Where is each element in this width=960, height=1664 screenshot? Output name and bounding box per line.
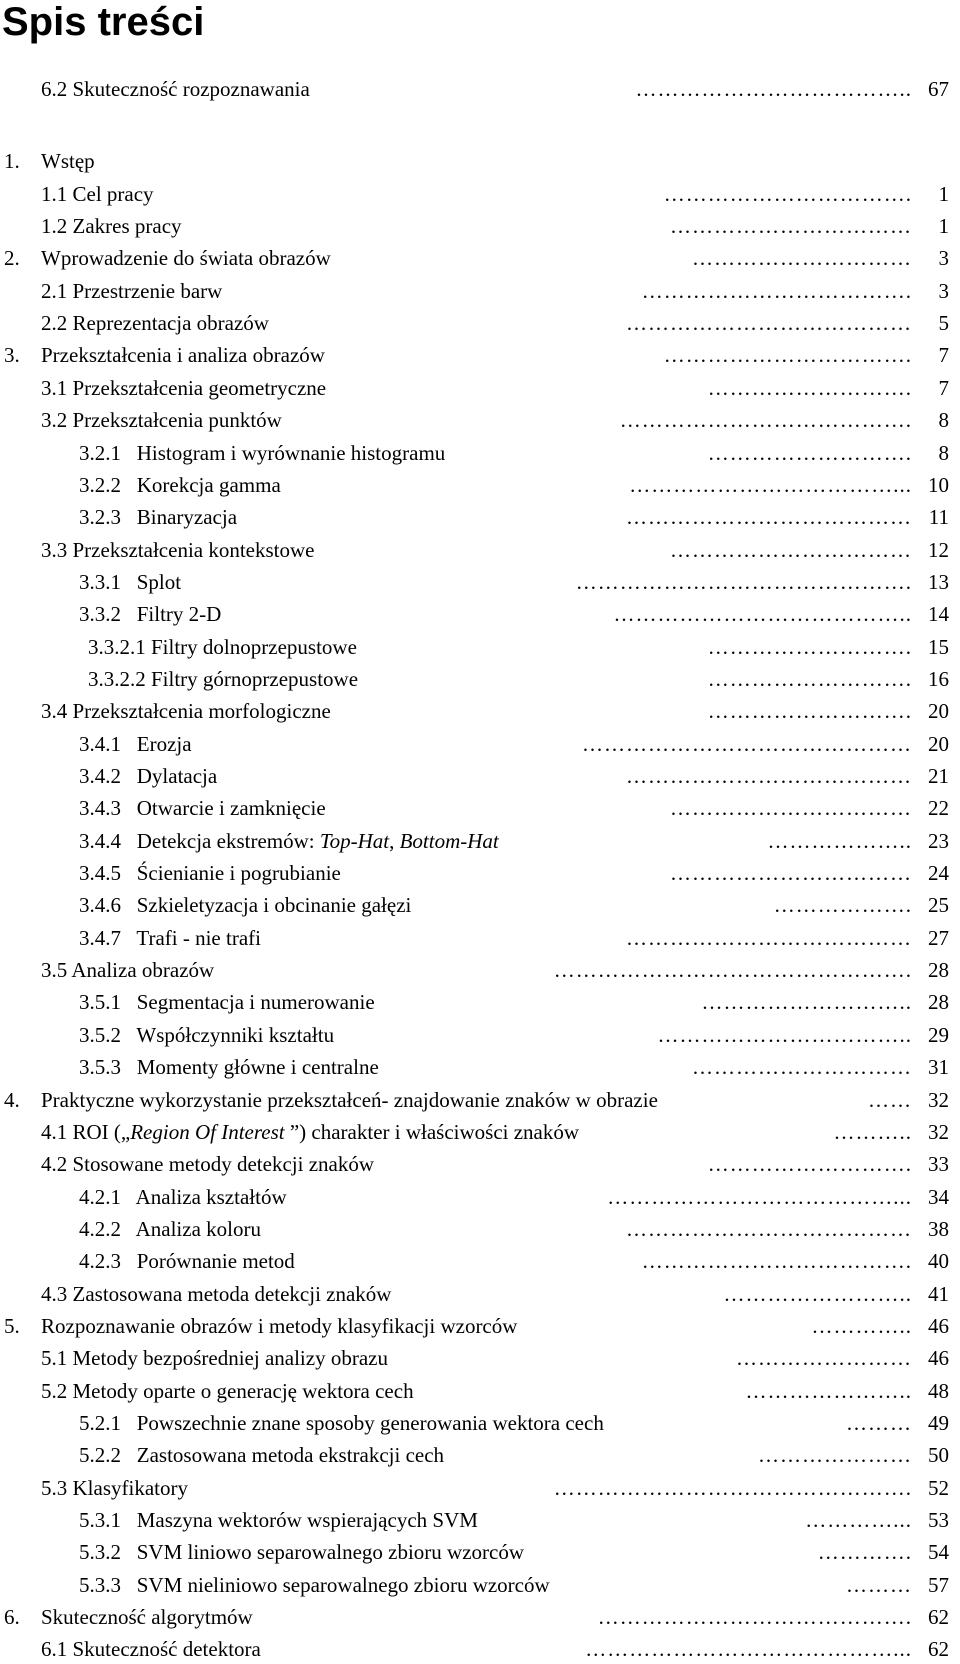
toc-leader-dots: …………... bbox=[805, 1508, 912, 1532]
toc-entry-label: 3.5.3 Momenty główne i centralne bbox=[79, 1055, 379, 1079]
page-title: Spis treści bbox=[2, 0, 205, 44]
toc-leader-dots: …………………………… bbox=[670, 861, 912, 885]
toc-leader-dots: ………………………. bbox=[707, 1152, 912, 1176]
toc-entry-label: 3.5.2 Współczynniki kształtu bbox=[79, 1023, 335, 1047]
toc-leader-dots: ……………………………………… bbox=[582, 732, 912, 756]
toc-page-number: 28 bbox=[928, 958, 949, 982]
toc-leader-dots: …………………………………. bbox=[619, 408, 912, 432]
toc-page-number: 1 bbox=[938, 182, 949, 206]
toc-entry[interactable] bbox=[0, 146, 960, 176]
toc-leader-dots: ………………………. bbox=[707, 441, 912, 465]
toc-entry[interactable] bbox=[0, 826, 960, 856]
toc-entry-label: 2.2 Reprezentacja obrazów bbox=[41, 311, 269, 335]
toc-leader-dots: ……… bbox=[846, 1573, 912, 1597]
toc-entry[interactable] bbox=[0, 1246, 960, 1276]
toc-entry[interactable] bbox=[0, 1505, 960, 1535]
toc-page-number: 1 bbox=[938, 214, 949, 238]
toc-entry-label: 5.3.3 SVM nieliniowo separowalnego zbioru wzorców bbox=[79, 1573, 550, 1597]
toc-entry-label: 4.2.3 Porównanie metod bbox=[79, 1249, 295, 1273]
toc-entry[interactable] bbox=[0, 1085, 960, 1115]
toc-entry[interactable] bbox=[0, 793, 960, 823]
toc-entry[interactable] bbox=[0, 1473, 960, 1503]
toc-page-number: 57 bbox=[928, 1573, 949, 1597]
toc-entry-label: 3.4.2 Dylatacja bbox=[79, 764, 218, 788]
toc-entry-label: 3.3.1 Splot bbox=[79, 570, 182, 594]
toc-entry-label: 4.1 ROI („Region Of Interest ”) charakter i właściwości znaków bbox=[41, 1120, 580, 1144]
toc-entry[interactable] bbox=[0, 955, 960, 985]
toc-page-number: 3 bbox=[938, 279, 949, 303]
toc-page-number: 11 bbox=[928, 505, 949, 529]
toc-entry-number: 3. bbox=[4, 343, 20, 367]
toc-page-number: 23 bbox=[928, 829, 949, 853]
toc-page-number: 20 bbox=[928, 732, 949, 756]
toc-entry[interactable] bbox=[0, 664, 960, 694]
toc-entry-label: 3.3.2 Filtry 2-D bbox=[79, 602, 222, 626]
toc-entry-number: 1. bbox=[4, 149, 20, 173]
toc-leader-dots: …………………………… bbox=[670, 214, 912, 238]
toc-entry[interactable] bbox=[0, 1537, 960, 1567]
toc-leader-dots: ……….. bbox=[833, 1120, 912, 1144]
toc-entry[interactable] bbox=[0, 1182, 960, 1212]
toc-entry[interactable] bbox=[0, 1149, 960, 1179]
toc-leader-dots: ………………………………… bbox=[626, 311, 912, 335]
toc-entry[interactable] bbox=[0, 890, 960, 920]
toc-entry-label: 1.2 Zakres pracy bbox=[41, 214, 182, 238]
toc-entry-label: 1.1 Cel pracy bbox=[41, 182, 154, 206]
toc-leader-dots: …… bbox=[868, 1088, 912, 1112]
toc-page-number: 33 bbox=[928, 1152, 949, 1176]
toc-leader-dots: ………………………………… bbox=[626, 926, 912, 950]
toc-entry-label: 5.1 Metody bezpośredniej analizy obrazu bbox=[41, 1346, 388, 1370]
toc-page-number: 67 bbox=[928, 77, 949, 101]
toc-entry-label: 5.3.2 SVM liniowo separowalnego zbioru wzorców bbox=[79, 1540, 524, 1564]
toc-page-number: 20 bbox=[928, 699, 949, 723]
toc-page-number: 48 bbox=[928, 1379, 949, 1403]
toc-leader-dots: …………………………… bbox=[670, 796, 912, 820]
toc-page-number: 46 bbox=[928, 1314, 949, 1338]
toc-page-number: 34 bbox=[928, 1185, 949, 1209]
toc-page-number: 7 bbox=[938, 376, 949, 400]
toc-entry[interactable] bbox=[0, 243, 960, 273]
toc-entry-label: 3.4.1 Erozja bbox=[79, 732, 192, 756]
toc-page-number: 49 bbox=[928, 1411, 949, 1435]
toc-page-number: 8 bbox=[938, 408, 949, 432]
toc-entry-label: 5.3 Klasyfikatory bbox=[41, 1476, 188, 1500]
toc-entry-label: 5.3.1 Maszyna wektorów wspierających SVM bbox=[79, 1508, 478, 1532]
toc-leader-dots: ………………………. bbox=[707, 376, 912, 400]
toc-entry-label: 3.2.1 Histogram i wyrównanie histogramu bbox=[79, 441, 446, 465]
toc-page-number: 8 bbox=[938, 441, 949, 465]
toc-page-number: 7 bbox=[938, 343, 949, 367]
toc-leader-dots: ……………………………. bbox=[663, 182, 912, 206]
toc-entry[interactable] bbox=[0, 761, 960, 791]
toc-page-number: 46 bbox=[928, 1346, 949, 1370]
toc-leader-dots: ………….. bbox=[811, 1314, 912, 1338]
toc-leader-dots: ………………………. bbox=[707, 635, 912, 659]
toc-page-number: 3 bbox=[938, 246, 949, 270]
toc-page-number: 25 bbox=[928, 893, 949, 917]
toc-entry[interactable] bbox=[0, 1376, 960, 1406]
toc-page-number: 62 bbox=[928, 1605, 949, 1629]
toc-leader-dots: ………………………………… bbox=[626, 764, 912, 788]
toc-leader-dots: ……………………………………... bbox=[585, 1637, 912, 1661]
toc-page-number: 28 bbox=[928, 990, 949, 1014]
toc-page-number: 54 bbox=[928, 1540, 949, 1564]
toc-leader-dots: ……… bbox=[846, 1411, 912, 1435]
toc-entry[interactable] bbox=[0, 340, 960, 370]
toc-entry[interactable] bbox=[0, 923, 960, 953]
toc-leader-dots: ………………… bbox=[758, 1443, 912, 1467]
toc-entry[interactable] bbox=[0, 632, 960, 662]
toc-page-number: 13 bbox=[928, 570, 949, 594]
toc-entry-label: 4.2.1 Analiza kształtów bbox=[79, 1185, 287, 1209]
toc-leader-dots: ……………………………. bbox=[663, 343, 912, 367]
toc-entry-number: 2. bbox=[4, 246, 20, 270]
toc-entry[interactable] bbox=[0, 211, 960, 241]
toc-leader-dots: ………………………………. bbox=[641, 279, 912, 303]
toc-entry[interactable] bbox=[0, 599, 960, 629]
toc-entry-label: 3.3 Przekształcenia kontekstowe bbox=[41, 538, 315, 562]
toc-page-number: 53 bbox=[928, 1508, 949, 1532]
toc-entry-label: 4.3 Zastosowana metoda detekcji znaków bbox=[41, 1282, 392, 1306]
toc-entry-number: 6. bbox=[4, 1605, 20, 1629]
toc-entry-label: 3.4.6 Szkieletyzacja i obcinanie gałęzi bbox=[79, 893, 412, 917]
toc-entry[interactable] bbox=[0, 1117, 960, 1147]
toc-leader-dots: ………………………………... bbox=[629, 473, 912, 497]
toc-entry[interactable] bbox=[0, 729, 960, 759]
toc-entry[interactable] bbox=[0, 696, 960, 726]
toc-leader-dots: ………………………. bbox=[707, 667, 912, 691]
toc-entry-label: Wprowadzenie do świata obrazów bbox=[41, 246, 331, 270]
toc-entry[interactable] bbox=[0, 405, 960, 435]
toc-entry[interactable] bbox=[0, 502, 960, 532]
toc-page-number: 50 bbox=[928, 1443, 949, 1467]
toc-entry-label: 5.2 Metody oparte o generację wektora cech bbox=[41, 1379, 414, 1403]
toc-entry[interactable] bbox=[0, 987, 960, 1017]
toc-entry[interactable] bbox=[0, 1440, 960, 1470]
toc-entry-number: 4. bbox=[4, 1088, 20, 1112]
toc-entry[interactable] bbox=[0, 535, 960, 565]
toc-leader-dots: ……………………………….. bbox=[635, 77, 912, 101]
toc-leader-dots: ………………………………… bbox=[626, 505, 912, 529]
toc-leader-dots: ………………………… bbox=[692, 246, 912, 270]
toc-entry-label: 3.2.2 Korekcja gamma bbox=[79, 473, 281, 497]
toc-leader-dots: ………………………… bbox=[692, 1055, 912, 1079]
toc-entry-label: 5.2.1 Powszechnie znane sposoby generowania wektora cech bbox=[79, 1411, 604, 1435]
toc-leader-dots: ………………………………… bbox=[626, 1217, 912, 1241]
toc-entry-label: 3.3.2.1 Filtry dolnoprzepustowe bbox=[88, 635, 357, 659]
toc-entry-label: 4.2 Stosowane metody detekcji znaków bbox=[41, 1152, 375, 1176]
toc-entry[interactable] bbox=[0, 1570, 960, 1600]
toc-page-number: 32 bbox=[928, 1120, 949, 1144]
toc-entry[interactable] bbox=[0, 308, 960, 338]
toc-leader-dots: …………………………… bbox=[670, 538, 912, 562]
toc-page-number: 27 bbox=[928, 926, 949, 950]
toc-leader-dots: ……………………….. bbox=[701, 990, 912, 1014]
toc-leader-dots: …………………………………... bbox=[607, 1185, 912, 1209]
toc-page-number: 38 bbox=[928, 1217, 949, 1241]
toc-entry-label: 4.2.2 Analiza koloru bbox=[79, 1217, 261, 1241]
toc-entry[interactable] bbox=[0, 179, 960, 209]
toc-page-number: 41 bbox=[928, 1282, 949, 1306]
toc-entry[interactable] bbox=[0, 567, 960, 597]
toc-entry-label: Skuteczność algorytmów bbox=[41, 1605, 253, 1629]
toc-leader-dots: …………………… bbox=[736, 1346, 912, 1370]
toc-page-number: 10 bbox=[928, 473, 949, 497]
toc-entry-label: Rozpoznawanie obrazów i metody klasyfikacji wzorców bbox=[41, 1314, 518, 1338]
toc-entry-number: 5. bbox=[4, 1314, 20, 1338]
toc-page-number: 16 bbox=[928, 667, 949, 691]
toc-entry[interactable] bbox=[0, 373, 960, 403]
toc-page-number: 21 bbox=[928, 764, 949, 788]
toc-entry-label: 6.2 Skuteczność rozpoznawania bbox=[41, 77, 310, 101]
toc-entry[interactable] bbox=[0, 1602, 960, 1632]
toc-entry[interactable] bbox=[0, 1214, 960, 1244]
toc-page-number: 12 bbox=[928, 538, 949, 562]
toc-entry-label: Wstęp bbox=[41, 149, 95, 173]
toc-leader-dots: ………………………………. bbox=[641, 1249, 912, 1273]
toc-leader-dots: ………………………………….. bbox=[613, 602, 912, 626]
toc-page-number: 31 bbox=[928, 1055, 949, 1079]
toc-leader-dots: …………………………….. bbox=[657, 1023, 912, 1047]
toc-entry[interactable] bbox=[0, 1311, 960, 1341]
toc-entry-label: 3.4.5 Ścienianie i pogrubianie bbox=[79, 861, 341, 885]
toc-page-number: 29 bbox=[928, 1023, 949, 1047]
toc-entry[interactable] bbox=[0, 470, 960, 500]
toc-leader-dots: ……………………………………. bbox=[597, 1605, 912, 1629]
toc-page-number: 15 bbox=[928, 635, 949, 659]
toc-entry-label: 3.3.2.2 Filtry górnoprzepustowe bbox=[88, 667, 359, 691]
toc-leader-dots: …………. bbox=[817, 1540, 912, 1564]
toc-entry[interactable] bbox=[0, 1279, 960, 1309]
toc-entry[interactable] bbox=[0, 858, 960, 888]
toc-page-number: 32 bbox=[928, 1088, 949, 1112]
toc-entry[interactable] bbox=[0, 1020, 960, 1050]
toc-leader-dots: …………………………………………. bbox=[553, 958, 912, 982]
toc-page-number: 52 bbox=[928, 1476, 949, 1500]
toc-entry-label: 2.1 Przestrzenie barw bbox=[41, 279, 223, 303]
toc-page-number: 24 bbox=[928, 861, 949, 885]
toc-page-number: 14 bbox=[928, 602, 949, 626]
toc-page-number: 22 bbox=[928, 796, 949, 820]
toc-page-number: 5 bbox=[938, 311, 949, 335]
toc-entry[interactable] bbox=[0, 276, 960, 306]
toc-entry-label: 3.4.7 Trafi - nie trafi bbox=[79, 926, 261, 950]
toc-leader-dots: ……………….. bbox=[767, 829, 912, 853]
toc-entry-label: 3.2 Przekształcenia punktów bbox=[41, 408, 282, 432]
toc-entry-label: 3.4 Przekształcenia morfologiczne bbox=[41, 699, 331, 723]
toc-leader-dots: …………………………………………. bbox=[553, 1476, 912, 1500]
toc-entry-label: 3.1 Przekształcenia geometryczne bbox=[41, 376, 327, 400]
toc-entry[interactable] bbox=[0, 1343, 960, 1373]
toc-entry-label: 3.2.3 Binaryzacja bbox=[79, 505, 238, 529]
toc-entry-label: 6.1 Skuteczność detektora bbox=[41, 1637, 261, 1661]
toc-page-number: 62 bbox=[928, 1637, 949, 1661]
toc-leader-dots: …………………….. bbox=[723, 1282, 912, 1306]
toc-entry[interactable] bbox=[0, 438, 960, 468]
toc-entry[interactable] bbox=[0, 1052, 960, 1082]
toc-entry-label: 3.5 Analiza obrazów bbox=[41, 958, 215, 982]
toc-entry[interactable] bbox=[0, 1408, 960, 1438]
toc-entry-label: 3.4.3 Otwarcie i zamknięcie bbox=[79, 796, 326, 820]
toc-leader-dots: ………………………………………. bbox=[575, 570, 912, 594]
toc-entry-label: 5.2.2 Zastosowana metoda ekstrakcji cech bbox=[79, 1443, 445, 1467]
toc-leader-dots: ………………….. bbox=[745, 1379, 912, 1403]
toc-leader-dots: ………………. bbox=[773, 893, 912, 917]
toc-entry-label: 3.4.4 Detekcja ekstremów: Top-Hat, Bottom-Hat bbox=[79, 829, 499, 853]
toc-entry[interactable] bbox=[0, 1634, 960, 1664]
toc-page-number: 40 bbox=[928, 1249, 949, 1273]
toc-leader-dots: ………………………. bbox=[707, 699, 912, 723]
toc-entry-label: Przekształcenia i analiza obrazów bbox=[41, 343, 325, 367]
toc-entry-label: Praktyczne wykorzystanie przekształceń- znajdowanie znaków w obrazie bbox=[41, 1088, 658, 1112]
toc-entry[interactable] bbox=[0, 74, 960, 104]
toc-entry-label: 3.5.1 Segmentacja i numerowanie bbox=[79, 990, 375, 1014]
